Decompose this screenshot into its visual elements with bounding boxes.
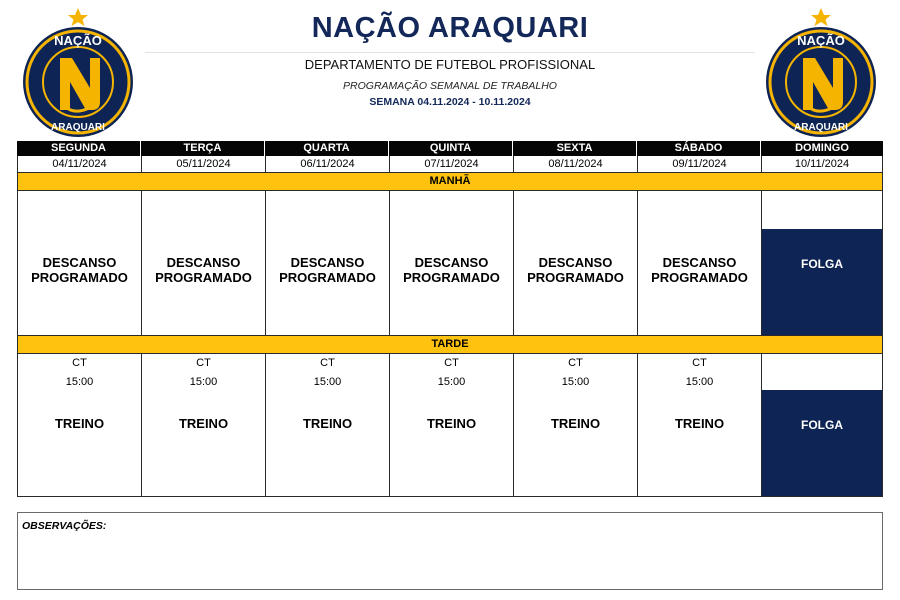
morning-cell bbox=[142, 191, 266, 335]
day-header: QUARTA bbox=[265, 141, 389, 156]
rest-line2: PROGRAMADO bbox=[651, 270, 748, 285]
activity-label: TREINO bbox=[674, 416, 725, 431]
svg-text:ARAQUARI: ARAQUARI bbox=[794, 122, 848, 133]
morning-cell bbox=[638, 191, 762, 335]
day-header: DOMINGO bbox=[795, 142, 849, 154]
rest-line2: PROGRAMADO bbox=[155, 270, 252, 285]
location-label: CT bbox=[692, 357, 707, 369]
rest-line1: DESCANSO bbox=[42, 255, 117, 270]
observations-label: OBSERVAÇÕES: bbox=[22, 520, 107, 532]
date-cell: 10/11/2024 bbox=[794, 158, 850, 170]
morning-cell bbox=[390, 191, 514, 335]
day-header-row bbox=[17, 141, 883, 156]
afternoon-cell bbox=[638, 354, 762, 496]
day-header: SÁBADO bbox=[637, 141, 761, 156]
afternoon-cell bbox=[390, 354, 514, 496]
afternoon-cell bbox=[266, 354, 390, 496]
activity-label: TREINO bbox=[178, 416, 229, 431]
rest-line1: DESCANSO bbox=[662, 255, 737, 270]
rest-line1: DESCANSO bbox=[290, 255, 365, 270]
time-label: 15:00 bbox=[437, 376, 466, 388]
department-label: DEPARTAMENTO DE FUTEBOL PROFISSIONAL bbox=[304, 57, 596, 72]
time-label: 15:00 bbox=[65, 376, 94, 388]
day-header: QUINTA bbox=[389, 141, 513, 156]
folga-label: FOLGA bbox=[801, 257, 843, 271]
morning-cell bbox=[18, 191, 142, 335]
date-cell: 08/11/2024 bbox=[514, 156, 638, 172]
afternoon-cell bbox=[18, 354, 142, 496]
afternoon-cell-sunday bbox=[762, 354, 882, 496]
date-cell: 07/11/2024 bbox=[390, 156, 514, 172]
date-cell: 05/11/2024 bbox=[142, 156, 266, 172]
rest-line2: PROGRAMADO bbox=[527, 270, 624, 285]
club-crest-logo-right bbox=[763, 6, 879, 138]
morning-cell bbox=[514, 191, 638, 335]
afternoon-cell bbox=[142, 354, 266, 496]
day-header: TERÇA bbox=[141, 141, 265, 156]
location-label: CT bbox=[444, 357, 459, 369]
date-cell: 06/11/2024 bbox=[266, 156, 390, 172]
rest-line2: PROGRAMADO bbox=[279, 270, 376, 285]
club-crest-logo bbox=[20, 6, 136, 138]
afternoon-cell bbox=[514, 354, 638, 496]
day-header: SEGUNDA bbox=[17, 141, 141, 156]
activity-label: TREINO bbox=[302, 416, 353, 431]
observations-box[interactable] bbox=[17, 512, 883, 590]
date-row bbox=[17, 156, 883, 173]
date-cell: 04/11/2024 bbox=[18, 156, 142, 172]
rest-line1: DESCANSO bbox=[538, 255, 613, 270]
location-label: CT bbox=[320, 357, 335, 369]
rest-line2: PROGRAMADO bbox=[403, 270, 500, 285]
location-label: CT bbox=[568, 357, 583, 369]
folga-block bbox=[762, 390, 882, 496]
location-label: CT bbox=[72, 357, 87, 369]
day-header: SEXTA bbox=[513, 141, 637, 156]
morning-cell bbox=[266, 191, 390, 335]
svg-text:NAÇÃO: NAÇÃO bbox=[54, 33, 102, 48]
morning-cell-sunday bbox=[762, 191, 882, 335]
svg-text:ARAQUARI: ARAQUARI bbox=[51, 122, 105, 133]
date-cell: 09/11/2024 bbox=[638, 156, 762, 172]
rest-line2: PROGRAMADO bbox=[31, 270, 128, 285]
page-title: NAÇÃO ARAQUARI bbox=[311, 12, 589, 44]
title-divider bbox=[145, 52, 755, 53]
activity-label: TREINO bbox=[550, 416, 601, 431]
time-label: 15:00 bbox=[189, 376, 218, 388]
morning-row bbox=[17, 191, 883, 336]
rest-line1: DESCANSO bbox=[414, 255, 489, 270]
week-range: SEMANA 04.11.2024 - 10.11.2024 bbox=[369, 96, 531, 108]
time-label: 15:00 bbox=[313, 376, 342, 388]
time-label: 15:00 bbox=[561, 376, 590, 388]
svg-text:NAÇÃO: NAÇÃO bbox=[797, 33, 845, 48]
weekly-schedule-table bbox=[17, 141, 883, 497]
activity-label: TREINO bbox=[426, 416, 477, 431]
afternoon-row bbox=[17, 354, 883, 497]
time-label: 15:00 bbox=[685, 376, 714, 388]
location-label: CT bbox=[196, 357, 211, 369]
page-header bbox=[0, 0, 900, 140]
schedule-subtitle: PROGRAMAÇÃO SEMANAL DE TRABALHO bbox=[343, 80, 557, 92]
rest-line1: DESCANSO bbox=[166, 255, 241, 270]
morning-section-header: MANHÃ bbox=[17, 173, 883, 191]
afternoon-section-header: TARDE bbox=[17, 336, 883, 354]
activity-label: TREINO bbox=[54, 416, 105, 431]
folga-block bbox=[762, 229, 882, 335]
folga-label: FOLGA bbox=[801, 418, 843, 432]
